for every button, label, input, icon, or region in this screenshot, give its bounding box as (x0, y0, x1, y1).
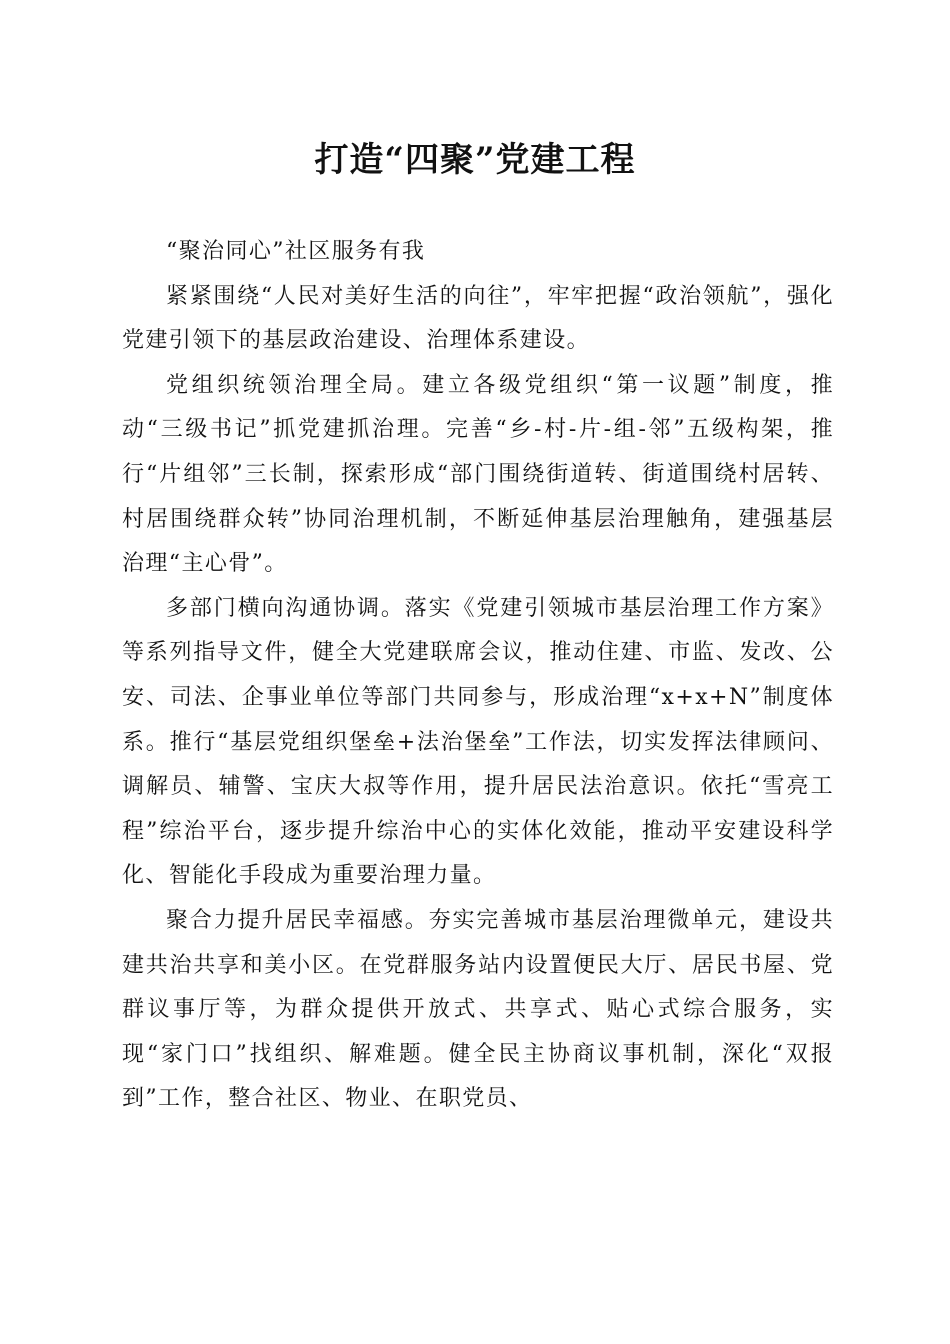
document-body (122, 230, 834, 1122)
paragraph-party-leadership: 党组织统领治理全局。建立各级党组织“第一议题”制度，推动“三级书记”抓党建抓治理。完善“乡-村-片-组-邻”五级构架，推行“片组邻”三长制，探索形成“部门围绕街道转、街道围绕村居转、村居围绕群众转”协同治理机制，不断延伸基层治理触角，建强基层治理“主心骨”。 (122, 372, 834, 577)
paragraph-intro: 紧紧围绕“人民对美好生活的向往”，牢牢把握“政治领航”，强化党建引领下的基层政治建设、治理体系建设。 (122, 283, 834, 354)
paragraph-resident-wellbeing: 聚合力提升居民幸福感。夯实完善城市基层治理微单元，建设共建共治共享和美小区。在党群服务站内设置便民大厅、居民书屋、党群议事厅等，为群众提供开放式、共享式、贴心式综合服务，实现“家门口”找组织、解难题。健全民主协商议事机制，深化“双报到”工作，整合社区、物业、在职党员、 (122, 907, 834, 1112)
paragraph-department-coordination: 多部门横向沟通协调。落实《党建引领城市基层治理工作方案》等系列指导文件，健全大党建联席会议，推动住建、市监、发改、公安、司法、企事业单位等部门共同参与，形成治理“x+x+N”制度体系。推行“基层党组织堡垒+法治堡垒”工作法，切实发挥法律顾问、调解员、辅警、宝庆大叔等作用，提升居民法治意识。依托“雪亮工程”综治平台，逐步提升综治中心的实体化效能，推动平安建设科学化、智能化手段成为重要治理力量。 (122, 595, 834, 889)
paragraph-subtitle: “聚治同心”社区服务有我 (166, 239, 426, 264)
document-title: 打造“四聚”党建工程 (314, 140, 636, 180)
